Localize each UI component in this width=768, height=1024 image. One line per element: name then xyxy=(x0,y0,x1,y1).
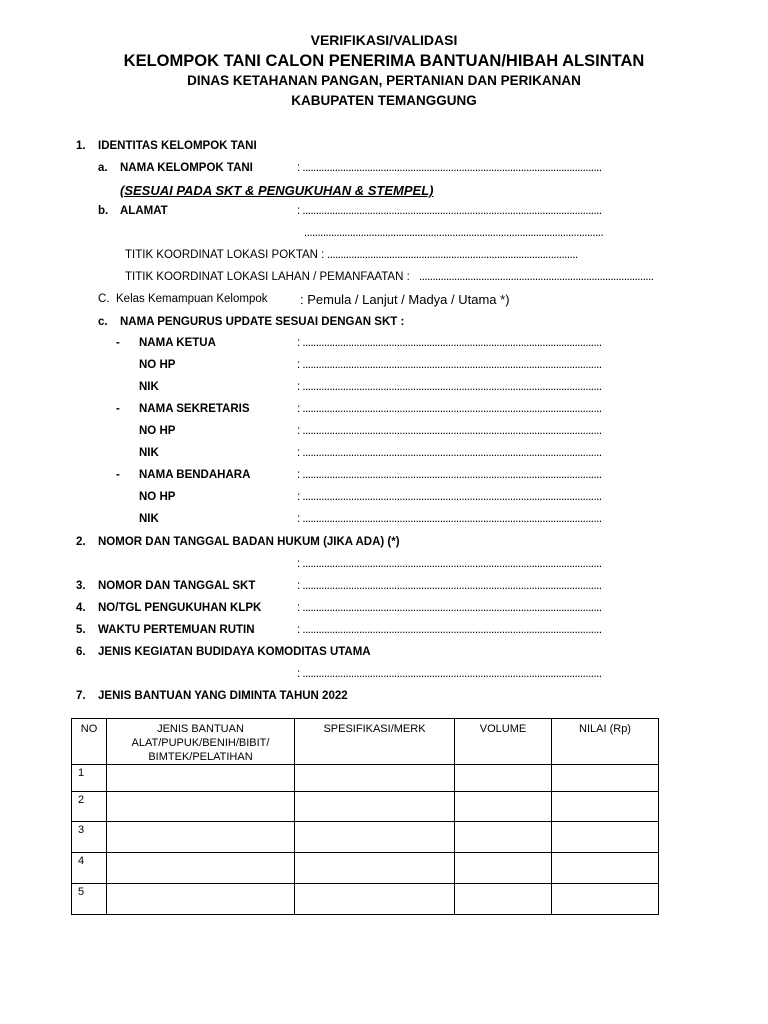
koordinat-poktan-label: TITIK KOORDINAT LOKASI POKTAN : xyxy=(125,249,325,261)
table-row xyxy=(72,765,659,792)
nama-pengurus-label: NAMA PENGURUS UPDATE SESUAI DENGAN SKT : xyxy=(120,316,405,328)
section5-number: 5. xyxy=(76,624,86,636)
cell-nilai[interactable] xyxy=(552,853,659,884)
cell-volume[interactable] xyxy=(455,822,552,853)
cell-volume[interactable] xyxy=(455,792,552,822)
pertemuan-label: WAKTU PERTEMUAN RUTIN xyxy=(98,624,255,636)
section7-number: 7. xyxy=(76,690,86,702)
bendahara-nik-label: NIK xyxy=(139,513,159,525)
bendahara-dash: - xyxy=(116,469,120,481)
cell-volume[interactable] xyxy=(455,853,552,884)
cell-jenis-bantuan[interactable] xyxy=(107,853,295,884)
pengukuhan-label: NO/TGL PENGUKUHAN KLPK xyxy=(98,602,262,614)
nama-ketua-field[interactable]: : ............................................................................................................... xyxy=(297,337,602,349)
ketua-nohp-label: NO HP xyxy=(139,359,176,371)
table-row xyxy=(72,853,659,884)
koordinat-lahan-field[interactable]: ....................................................................................... xyxy=(419,271,654,283)
kelas-kemampuan-options[interactable]: : Pemula / Lanjut / Madya / Utama *) xyxy=(300,292,510,307)
header-spesifikasi: SPESIFIKASI/MERK xyxy=(295,719,455,765)
alamat-field[interactable]: : ............................................................................................................... xyxy=(297,205,602,217)
cell-spesifikasi[interactable] xyxy=(295,765,455,792)
table-header-row xyxy=(72,719,659,765)
item-c2-marker: c. xyxy=(98,316,108,328)
item-a-marker: a. xyxy=(98,162,108,174)
ketua-nik-label: NIK xyxy=(139,381,159,393)
badan-hukum-field[interactable]: : ............................................................................................................... xyxy=(297,558,602,570)
table-row xyxy=(72,884,659,915)
koordinat-lahan-label: TITIK KOORDINAT LOKASI LAHAN / PEMANFAATAN : xyxy=(125,271,410,283)
badan-hukum-label: NOMOR DAN TANGGAL BADAN HUKUM (JIKA ADA) (*) xyxy=(98,536,400,548)
komoditas-field[interactable]: : ............................................................................................................... xyxy=(297,668,602,680)
cell-volume[interactable] xyxy=(455,765,552,792)
section2-number: 2. xyxy=(76,536,86,548)
nama-bendahara-field[interactable]: : ............................................................................................................... xyxy=(297,469,602,481)
row-number: 1 xyxy=(72,765,107,792)
pengukuhan-field[interactable]: : ............................................................................................................... xyxy=(297,602,602,614)
koordinat-poktan-field[interactable]: ............................................................................................. xyxy=(327,249,578,261)
komoditas-label: JENIS KEGIATAN BUDIDAYA KOMODITAS UTAMA xyxy=(98,646,371,658)
cell-jenis-bantuan[interactable] xyxy=(107,884,295,915)
doc-title-dinas: DINAS KETAHANAN PANGAN, PERTANIAN DAN PERIKANAN xyxy=(187,73,581,88)
nama-kelompok-label: NAMA KELOMPOK TANI xyxy=(120,162,253,174)
doc-title-verifikasi: VERIFIKASI/VALIDASI xyxy=(310,32,458,48)
header-no: NO xyxy=(72,719,107,765)
cell-spesifikasi[interactable] xyxy=(295,822,455,853)
skt-label: NOMOR DAN TANGGAL SKT xyxy=(98,580,256,592)
row-number: 5 xyxy=(72,884,107,915)
cell-nilai[interactable] xyxy=(552,765,659,792)
cell-volume[interactable] xyxy=(455,884,552,915)
section1-title: IDENTITAS KELOMPOK TANI xyxy=(98,140,257,152)
kelas-kemampuan-label: Kelas Kemampuan Kelompok xyxy=(116,293,268,305)
ketua-nohp-field[interactable]: : ............................................................................................................... xyxy=(297,359,602,371)
cell-spesifikasi[interactable] xyxy=(295,853,455,884)
section4-number: 4. xyxy=(76,602,86,614)
bantuan-table xyxy=(71,718,659,915)
sekretaris-dash: - xyxy=(116,403,120,415)
table-row xyxy=(72,822,659,853)
nama-kelompok-field[interactable]: : ............................................................................................................... xyxy=(297,162,602,174)
sekretaris-nohp-field[interactable]: : ............................................................................................................... xyxy=(297,425,602,437)
row-number: 2 xyxy=(72,792,107,822)
header-volume: VOLUME xyxy=(455,719,552,765)
cell-jenis-bantuan[interactable] xyxy=(107,765,295,792)
nama-ketua-label: NAMA KETUA xyxy=(139,337,216,349)
row-number: 3 xyxy=(72,822,107,853)
cell-jenis-bantuan[interactable] xyxy=(107,792,295,822)
bendahara-nohp-label: NO HP xyxy=(139,491,176,503)
sekretaris-nik-label: NIK xyxy=(139,447,159,459)
table-row xyxy=(72,792,659,822)
jenis-bantuan-label: JENIS BANTUAN YANG DIMINTA TAHUN 2022 xyxy=(98,690,348,702)
bendahara-nik-field[interactable]: : ............................................................................................................... xyxy=(297,513,602,525)
sekretaris-nohp-label: NO HP xyxy=(139,425,176,437)
header-jenis-bantuan: JENIS BANTUAN ALAT/PUPUK/BENIH/BIBIT/ BIMTEK/PELATIHAN xyxy=(107,719,295,765)
header-nilai: NILAI (Rp) xyxy=(552,719,659,765)
doc-title-main: KELOMPOK TANI CALON PENERIMA BANTUAN/HIBAH ALSINTAN xyxy=(123,52,645,70)
section6-number: 6. xyxy=(76,646,86,658)
cell-nilai[interactable] xyxy=(552,884,659,915)
row-number: 4 xyxy=(72,853,107,884)
cell-spesifikasi[interactable] xyxy=(295,792,455,822)
item-c1-marker: C. xyxy=(98,293,110,305)
cell-nilai[interactable] xyxy=(552,822,659,853)
section3-number: 3. xyxy=(76,580,86,592)
cell-nilai[interactable] xyxy=(552,792,659,822)
item-b-marker: b. xyxy=(98,205,109,217)
bendahara-nohp-field[interactable]: : ............................................................................................................... xyxy=(297,491,602,503)
sesuai-skt-note: (SESUAI PADA SKT & PENGUKUHAN & STEMPEL) xyxy=(120,183,434,198)
sekretaris-nik-field[interactable]: : ............................................................................................................... xyxy=(297,447,602,459)
nama-sekretaris-field[interactable]: : ............................................................................................................... xyxy=(297,403,602,415)
nama-sekretaris-label: NAMA SEKRETARIS xyxy=(139,403,250,415)
nama-bendahara-label: NAMA BENDAHARA xyxy=(139,469,251,481)
alamat-label: ALAMAT xyxy=(120,205,168,217)
section1-number: 1. xyxy=(76,140,86,152)
alamat-field-line2[interactable]: ............................................................................................................... xyxy=(304,227,604,239)
pertemuan-field[interactable]: : ............................................................................................................... xyxy=(297,624,602,636)
doc-title-kabupaten: KABUPATEN TEMANGGUNG xyxy=(291,93,477,108)
cell-spesifikasi[interactable] xyxy=(295,884,455,915)
ketua-dash: - xyxy=(116,337,120,349)
skt-field[interactable]: : ............................................................................................................... xyxy=(297,580,602,592)
ketua-nik-field[interactable]: : ............................................................................................................... xyxy=(297,381,602,393)
cell-jenis-bantuan[interactable] xyxy=(107,822,295,853)
